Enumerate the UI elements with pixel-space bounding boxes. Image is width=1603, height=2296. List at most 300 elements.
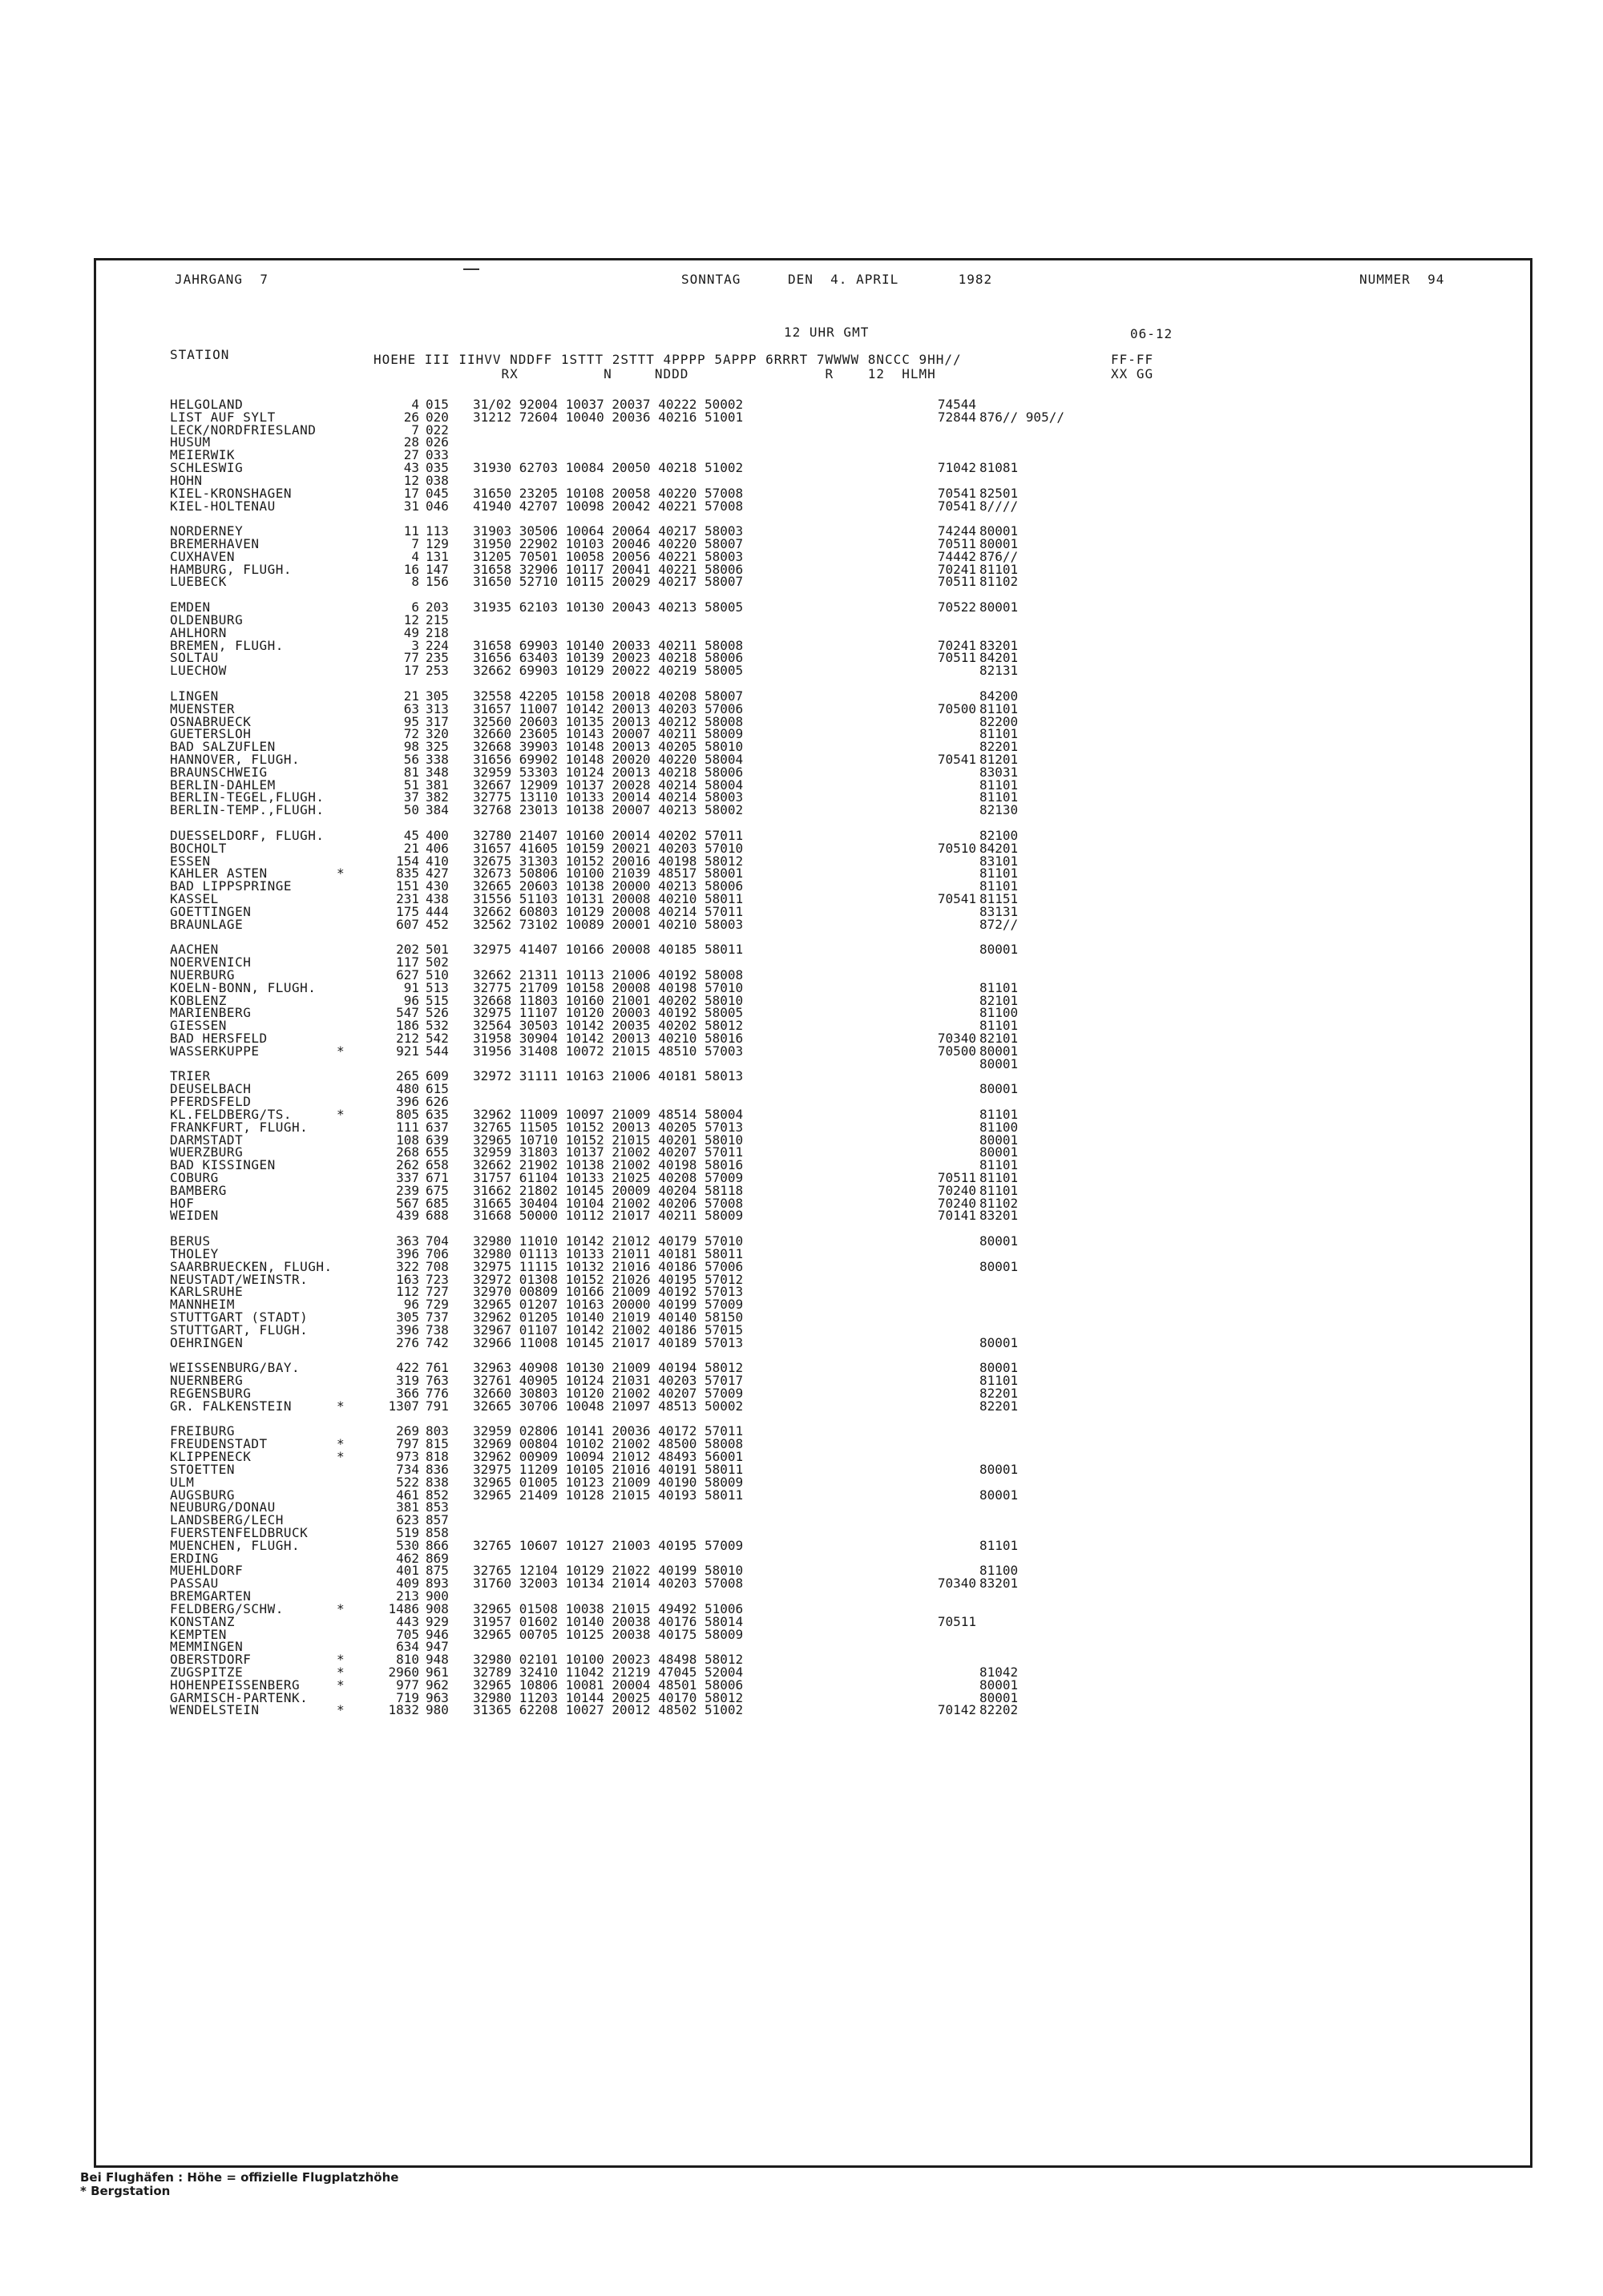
station-height: 213 <box>396 1588 419 1604</box>
station-index: 129 <box>426 536 449 552</box>
station-height: 422 <box>396 1360 419 1376</box>
station-height: 175 <box>396 903 419 919</box>
mountain-marker: * <box>337 1652 345 1668</box>
cloud-group: 8//// <box>979 498 1019 514</box>
cloud-group: 82201 <box>979 1398 1019 1414</box>
station-index: 658 <box>426 1157 449 1173</box>
synop-groups: 32959 53303 10124 20013 40218 58006 <box>473 764 744 780</box>
cloud-group: 81102 <box>979 574 1019 590</box>
station-height: 734 <box>396 1461 419 1477</box>
station-name: KONSTANZ <box>170 1613 236 1629</box>
station-name: OLDENBURG <box>170 611 244 627</box>
station-name: HUSUM <box>170 434 211 450</box>
station-height: 21 <box>403 840 419 856</box>
station-name: PFERDSFELD <box>170 1094 252 1110</box>
station-header: STATION <box>170 347 230 362</box>
synop-groups: 32975 41407 10166 20008 40185 58011 <box>473 942 744 958</box>
station-name: NORDERNEY <box>170 523 244 539</box>
cloud-group: 81101 <box>979 1537 1019 1553</box>
synop-groups: 32765 10607 10127 21003 40195 57009 <box>473 1537 744 1553</box>
synop-groups: 32775 13110 10133 20014 40214 58003 <box>473 789 744 805</box>
cloud-group: 83101 <box>979 853 1019 869</box>
synop-groups: 32675 31303 10152 20016 40198 58012 <box>473 853 744 869</box>
cloud-group: 80001 <box>979 1144 1019 1160</box>
station-index: 156 <box>426 574 449 590</box>
synop-groups: 32966 11008 10145 21017 40189 57013 <box>473 1334 744 1350</box>
weather-group: 70522 <box>937 599 976 615</box>
station-index: 235 <box>426 650 449 666</box>
station-height: 627 <box>396 966 419 983</box>
station-index: 382 <box>426 789 449 805</box>
station-height: 231 <box>396 890 419 906</box>
synop-groups: 32962 01205 10140 21019 40140 58150 <box>473 1309 744 1326</box>
synop-groups: 32959 02806 10141 20036 40172 57011 <box>473 1423 744 1439</box>
mountain-marker: * <box>337 1677 345 1693</box>
station-name: HOHN <box>170 472 203 488</box>
station-height: 3 <box>411 637 419 653</box>
cloud-group: 81100 <box>979 1119 1019 1135</box>
station-height: 91 <box>403 979 419 995</box>
synop-groups: 32668 11803 10160 21001 40202 58010 <box>473 992 744 1008</box>
station-height: 269 <box>396 1423 419 1439</box>
station-index: 961 <box>426 1664 449 1680</box>
station-height: 37 <box>403 789 419 805</box>
station-height: 363 <box>396 1233 419 1249</box>
station-index: 400 <box>426 827 449 843</box>
station-height: 51 <box>403 777 419 793</box>
cloud-group: 81101 <box>979 777 1019 793</box>
station-height: 810 <box>396 1652 419 1668</box>
synop-groups: 31957 01602 10140 20038 40176 58014 <box>473 1613 744 1629</box>
synop-groups: 32780 21407 10160 20014 40202 57011 <box>473 827 744 843</box>
cloud-group: 84201 <box>979 650 1019 666</box>
station-name: FELDBERG/SCHW. <box>170 1600 284 1616</box>
station-name: LANDSBERG/LECH <box>170 1512 284 1528</box>
weather-group: 70141 <box>937 1208 976 1224</box>
station-index: 381 <box>426 777 449 793</box>
station-name: MANNHEIM <box>170 1297 236 1313</box>
weather-group: 70500 <box>937 1043 976 1059</box>
station-name: STUTTGART, FLUGH. <box>170 1322 309 1338</box>
station-height: 21 <box>403 688 419 704</box>
station-index: 704 <box>426 1233 449 1249</box>
synop-groups: 31205 70501 10058 20056 40221 58003 <box>473 548 744 564</box>
synop-groups: 32665 20603 10138 20000 40213 58006 <box>473 878 744 894</box>
cloud-group: 82201 <box>979 739 1019 755</box>
synop-groups: 31650 23205 10108 20058 40220 57008 <box>473 485 744 501</box>
station-name: OSNABRUECK <box>170 713 252 729</box>
station-name: MEIERWIK <box>170 447 236 463</box>
station-name: HELGOLAND <box>170 397 244 412</box>
station-height: 56 <box>403 751 419 767</box>
station-index: 727 <box>426 1284 449 1300</box>
station-index: 348 <box>426 764 449 780</box>
synop-groups: 32965 01005 10123 21009 40190 58009 <box>473 1474 744 1490</box>
synop-groups: 32558 42205 10158 20018 40208 58007 <box>473 688 744 704</box>
cloud-group: 80001 <box>979 942 1019 958</box>
cloud-group: 82130 <box>979 802 1019 818</box>
station-name: LECK/NORDFRIESLAND <box>170 422 317 438</box>
synop-groups: 31657 11007 10142 20013 40203 57006 <box>473 700 744 716</box>
station-height: 154 <box>396 853 419 869</box>
station-index: 022 <box>426 422 449 438</box>
station-index: 325 <box>426 739 449 755</box>
synop-groups: 32761 40905 10124 21031 40203 57017 <box>473 1373 744 1389</box>
synop-groups: 31656 63403 10139 20023 40218 58006 <box>473 650 744 666</box>
cloud-group: 82200 <box>979 713 1019 729</box>
station-name: WASSERKUPPE <box>170 1043 260 1059</box>
station-index: 963 <box>426 1689 449 1705</box>
station-name: SAARBRUECKEN, FLUGH. <box>170 1258 333 1274</box>
station-height: 1486 <box>388 1600 419 1616</box>
synop-groups: 32662 21311 10113 21006 40192 58008 <box>473 966 744 983</box>
station-index: 637 <box>426 1119 449 1135</box>
station-name: FREUDENSTADT <box>170 1436 268 1452</box>
issue-number: NUMMER 94 <box>1359 272 1445 287</box>
station-height: 4 <box>411 548 419 564</box>
station-index: 131 <box>426 548 449 564</box>
station-height: 265 <box>396 1068 419 1084</box>
station-height: 337 <box>396 1170 419 1186</box>
station-name: DEUSELBACH <box>170 1081 252 1097</box>
station-name: ULM <box>170 1474 195 1490</box>
synop-groups: 32965 10710 10152 21015 40201 58010 <box>473 1132 744 1148</box>
station-height: 607 <box>396 916 419 932</box>
station-name: NOERVENICH <box>170 954 252 970</box>
cloud-group: 81101 <box>979 1018 1019 1034</box>
station-name: BAMBERG <box>170 1182 227 1198</box>
ff-subheader: XX GG <box>1111 366 1154 381</box>
station-name: HOHENPEISSENBERG <box>170 1677 301 1693</box>
synop-groups: 32765 12104 10129 21022 40199 58010 <box>473 1563 744 1579</box>
station-height: 108 <box>396 1132 419 1148</box>
synop-groups: 31650 52710 10115 20029 40217 58007 <box>473 574 744 590</box>
station-name: ESSEN <box>170 853 211 869</box>
weather-group: 70511 <box>937 1170 976 1186</box>
station-name: DARMSTADT <box>170 1132 244 1148</box>
station-index: 791 <box>426 1398 449 1414</box>
station-index: 542 <box>426 1031 449 1046</box>
station-height: 4 <box>411 397 419 412</box>
station-index: 215 <box>426 611 449 627</box>
station-height: 96 <box>403 992 419 1008</box>
station-name: AACHEN <box>170 942 219 958</box>
station-name: BAD LIPPSPRINGE <box>170 878 292 894</box>
synop-groups: 32975 11115 10132 21016 40186 57006 <box>473 1258 744 1274</box>
synop-groups: 31950 22902 10103 20046 40220 58007 <box>473 536 744 552</box>
weather-group: 71042 <box>937 460 976 476</box>
station-index: 526 <box>426 1005 449 1021</box>
weather-group: 70541 <box>937 890 976 906</box>
station-index: 038 <box>426 472 449 488</box>
station-height: 262 <box>396 1157 419 1173</box>
weather-group: 70511 <box>937 1613 976 1629</box>
station-name: BERUS <box>170 1233 211 1249</box>
footnote-mountain: * Bergstation <box>80 2184 171 2198</box>
cloud-group: 81201 <box>979 751 1019 767</box>
synop-groups: 32980 02101 10100 20023 48498 58012 <box>473 1652 744 1668</box>
cloud-group: 81100 <box>979 1005 1019 1021</box>
synop-groups: 31668 50000 10112 21017 40211 58009 <box>473 1208 744 1224</box>
station-height: 72 <box>403 726 419 742</box>
station-name: KOELN-BONN, FLUGH. <box>170 979 317 995</box>
synop-groups: 31665 30404 10104 21002 40206 57008 <box>473 1195 744 1211</box>
synop-groups: 32673 50806 10100 21039 48517 58001 <box>473 866 744 882</box>
weekday: SONNTAG <box>681 272 741 287</box>
station-index: 729 <box>426 1297 449 1313</box>
station-height: 45 <box>403 827 419 843</box>
station-name: KL.FELDBERG/TS. <box>170 1106 292 1122</box>
weather-group: 70500 <box>937 700 976 716</box>
synop-groups: 41940 42707 10098 20042 40221 57008 <box>473 498 744 514</box>
mountain-marker: * <box>337 1106 345 1122</box>
station-index: 026 <box>426 434 449 450</box>
synop-groups: 32980 01113 10133 21011 40181 58011 <box>473 1245 744 1261</box>
station-height: 409 <box>396 1576 419 1592</box>
mountain-marker: * <box>337 1664 345 1680</box>
station-height: 96 <box>403 1297 419 1313</box>
station-name: MARIENBERG <box>170 1005 252 1021</box>
cloud-group: 82501 <box>979 485 1019 501</box>
mountain-marker: * <box>337 1436 345 1452</box>
station-height: 31 <box>403 498 419 514</box>
station-index: 033 <box>426 447 449 463</box>
station-height: 547 <box>396 1005 419 1021</box>
synop-groups: 31903 30506 10064 20064 40217 58003 <box>473 523 744 539</box>
station-index: 384 <box>426 802 449 818</box>
synop-groups: 32564 30503 10142 20035 40202 58012 <box>473 1018 744 1034</box>
station-index: 675 <box>426 1182 449 1198</box>
synop-groups: 32660 23605 10143 20007 40211 58009 <box>473 726 744 742</box>
synop-groups: 32970 00809 10166 21009 40192 57013 <box>473 1284 744 1300</box>
cloud-group: 81101 <box>979 726 1019 742</box>
cloud-group: 872// <box>979 916 1019 932</box>
weather-group: 70541 <box>937 498 976 514</box>
synop-groups: 32562 73102 10089 20001 40210 58003 <box>473 916 744 932</box>
cloud-group: 81042 <box>979 1664 1019 1680</box>
cloud-group: 81101 <box>979 1373 1019 1389</box>
weather-group: 70240 <box>937 1182 976 1198</box>
station-index: 532 <box>426 1018 449 1034</box>
station-name: NUERNBERG <box>170 1373 244 1389</box>
synop-groups: 32969 00804 10102 21002 48500 58008 <box>473 1436 744 1452</box>
station-index: 513 <box>426 979 449 995</box>
station-name: ERDING <box>170 1550 219 1566</box>
station-name: NUERBURG <box>170 966 236 983</box>
synop-groups: 32667 12909 10137 20028 40214 58004 <box>473 777 744 793</box>
station-index: 818 <box>426 1449 449 1465</box>
cloud-group: 82201 <box>979 1385 1019 1401</box>
weather-group: 74244 <box>937 523 976 539</box>
station-name: KARLSRUHE <box>170 1284 244 1300</box>
weather-group: 70511 <box>937 650 976 666</box>
synop-groups: 31365 62208 10027 20012 48502 51002 <box>473 1702 744 1718</box>
cloud-group: 82202 <box>979 1702 1019 1718</box>
station-height: 480 <box>396 1081 419 1097</box>
station-index: 313 <box>426 700 449 716</box>
station-height: 17 <box>403 663 419 679</box>
station-name: BRAUNLAGE <box>170 916 244 932</box>
synop-groups: 31212 72604 10040 20036 40216 51001 <box>473 409 744 425</box>
station-height: 28 <box>403 434 419 450</box>
synop-groups: 32662 60803 10129 20008 40214 57011 <box>473 903 744 919</box>
station-name: TRIER <box>170 1068 211 1084</box>
station-height: 1832 <box>388 1702 419 1718</box>
weather-group: 70541 <box>937 485 976 501</box>
synop-groups: 31956 31408 10072 21015 48510 57003 <box>473 1043 744 1059</box>
cloud-group: 83201 <box>979 637 1019 653</box>
synop-groups: 32965 00705 10125 20038 40175 58009 <box>473 1626 744 1642</box>
cloud-group: 80001 <box>979 1081 1019 1097</box>
station-name: KEMPTEN <box>170 1626 227 1642</box>
station-index: 510 <box>426 966 449 983</box>
station-name: KIEL-HOLTENAU <box>170 498 276 514</box>
cloud-group: 81101 <box>979 561 1019 577</box>
station-height: 322 <box>396 1258 419 1274</box>
station-index: 045 <box>426 485 449 501</box>
station-index: 147 <box>426 561 449 577</box>
cloud-group: 80001 <box>979 536 1019 552</box>
cloud-group: 83031 <box>979 764 1019 780</box>
cloud-group: 80001 <box>979 1334 1019 1350</box>
station-name: THOLEY <box>170 1245 219 1261</box>
station-height: 522 <box>396 1474 419 1490</box>
station-name: OEHRINGEN <box>170 1334 244 1350</box>
station-name: LUECHOW <box>170 663 227 679</box>
station-index: 723 <box>426 1271 449 1287</box>
station-name: SOLTAU <box>170 650 219 666</box>
cloud-group: 876// <box>979 548 1019 564</box>
synop-groups: 31662 21802 10145 20009 40204 58118 <box>473 1182 744 1198</box>
station-height: 305 <box>396 1309 419 1326</box>
station-name: BOCHOLT <box>170 840 227 856</box>
station-index: 776 <box>426 1385 449 1401</box>
cloud-group: 83201 <box>979 1208 1019 1224</box>
station-height: 623 <box>396 1512 419 1528</box>
station-name: BREMEN, FLUGH. <box>170 637 284 653</box>
station-name: GOETTINGEN <box>170 903 252 919</box>
station-index: 738 <box>426 1322 449 1338</box>
synop-groups: 32980 11203 10144 20025 40170 58012 <box>473 1689 744 1705</box>
station-name: MUENSTER <box>170 700 236 716</box>
cloud-group: 84200 <box>979 688 1019 704</box>
station-name: BERLIN-TEMP.,FLUGH. <box>170 802 325 818</box>
station-name: KIEL-KRONSHAGEN <box>170 485 292 501</box>
station-name: WEIDEN <box>170 1208 219 1224</box>
synop-groups: 32662 21902 10138 21002 40198 58016 <box>473 1157 744 1173</box>
station-name: NEUSTADT/WEINSTR. <box>170 1271 309 1287</box>
station-height: 49 <box>403 624 419 640</box>
cloud-group: 80001 <box>979 599 1019 615</box>
station-height: 11 <box>403 523 419 539</box>
weather-group: 70240 <box>937 1195 976 1211</box>
station-name: BAD KISSINGEN <box>170 1157 276 1173</box>
station-index: 929 <box>426 1613 449 1629</box>
station-height: 27 <box>403 447 419 463</box>
cloud-group: 876// 905// <box>979 409 1064 425</box>
station-name: DUESSELDORF, FLUGH. <box>170 827 325 843</box>
station-name: WENDELSTEIN <box>170 1702 260 1718</box>
cloud-group: 82100 <box>979 827 1019 843</box>
station-height: 519 <box>396 1524 419 1540</box>
station-index: 452 <box>426 916 449 932</box>
footnote-airports: Bei Flughäfen : Höhe = offizielle Flugplatzhöhe <box>80 2170 399 2185</box>
station-name: WEISSENBURG/BAY. <box>170 1360 301 1376</box>
cloud-group: 81101 <box>979 1157 1019 1173</box>
station-name: LINGEN <box>170 688 219 704</box>
station-index: 410 <box>426 853 449 869</box>
station-index: 803 <box>426 1423 449 1439</box>
station-index: 253 <box>426 663 449 679</box>
weather-group: 70340 <box>937 1576 976 1592</box>
synop-groups: 31656 69902 10148 20020 40220 58004 <box>473 751 744 767</box>
station-height: 43 <box>403 460 419 476</box>
synop-groups: 32965 10806 10081 20004 48501 58006 <box>473 1677 744 1693</box>
station-index: 639 <box>426 1132 449 1148</box>
cloud-group: 80001 <box>979 1258 1019 1274</box>
station-name: GR. FALKENSTEIN <box>170 1398 292 1414</box>
cloud-group: 81101 <box>979 878 1019 894</box>
cloud-group: 80001 <box>979 1487 1019 1503</box>
station-height: 705 <box>396 1626 419 1642</box>
station-index: 900 <box>426 1588 449 1604</box>
weather-group: 74442 <box>937 548 976 564</box>
cloud-group: 80001 <box>979 1132 1019 1148</box>
station-name: FUERSTENFELDBRUCK <box>170 1524 309 1540</box>
station-index: 838 <box>426 1474 449 1490</box>
time-label: 12 UHR GMT <box>784 325 870 340</box>
station-index: 815 <box>426 1436 449 1452</box>
synop-groups: 32665 30706 10048 21097 48513 50002 <box>473 1398 744 1414</box>
station-index: 893 <box>426 1576 449 1592</box>
cloud-group: 82101 <box>979 1031 1019 1046</box>
synop-groups: 32963 40908 10130 21009 40194 58012 <box>473 1360 744 1376</box>
station-index: 317 <box>426 713 449 729</box>
cloud-group: 80001 <box>979 1689 1019 1705</box>
column-header-line1: HOEHE III IIHVV NDDFF 1STTT 2STTT 4PPPP 5APPP 6RRRT 7WWWW 8NCCC 9HH// <box>373 352 962 367</box>
station-name: MEMMINGEN <box>170 1639 244 1655</box>
weather-group: 70541 <box>937 751 976 767</box>
cloud-group: 80001 <box>979 1233 1019 1249</box>
station-index: 852 <box>426 1487 449 1503</box>
station-index: 980 <box>426 1702 449 1718</box>
cloud-group: 83201 <box>979 1576 1019 1592</box>
station-height: 77 <box>403 650 419 666</box>
weather-group: 72844 <box>937 409 976 425</box>
station-index: 501 <box>426 942 449 958</box>
station-index: 908 <box>426 1600 449 1616</box>
synop-groups: 31930 62703 10084 20050 40218 51002 <box>473 460 744 476</box>
station-index: 203 <box>426 599 449 615</box>
cloud-group: 81102 <box>979 1195 1019 1211</box>
station-name: WUERZBURG <box>170 1144 244 1160</box>
station-name: LUEBECK <box>170 574 227 590</box>
synop-groups: 32660 30803 10120 21002 40207 57009 <box>473 1385 744 1401</box>
station-height: 634 <box>396 1639 419 1655</box>
cloud-group: 80001 <box>979 1360 1019 1376</box>
synop-groups: 31958 30904 10142 20013 40210 58016 <box>473 1031 744 1046</box>
station-index: 338 <box>426 751 449 767</box>
station-index: 836 <box>426 1461 449 1477</box>
station-height: 202 <box>396 942 419 958</box>
synop-groups: 32965 01508 10038 21015 49492 51006 <box>473 1600 744 1616</box>
synop-groups: 32965 21409 10128 21015 40193 58011 <box>473 1487 744 1503</box>
cloud-group: 80001 <box>979 1055 1019 1071</box>
station-name: AHLHORN <box>170 624 227 640</box>
synop-groups: 32975 11107 10120 20003 40192 58005 <box>473 1005 744 1021</box>
date: DEN 4. APRIL 1982 <box>788 272 993 287</box>
station-index: 857 <box>426 1512 449 1528</box>
